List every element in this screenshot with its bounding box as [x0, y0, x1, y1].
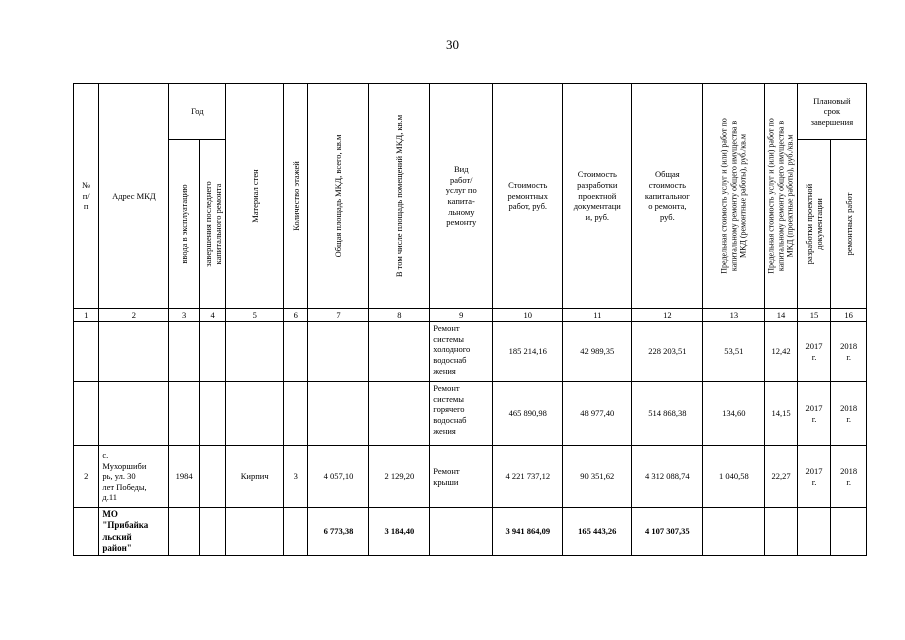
- total-premises-area: 3 184,40: [369, 508, 430, 556]
- row-repair-cost: 465 890,98: [493, 382, 563, 446]
- row-total-area: 4 057,10: [308, 446, 369, 508]
- row-year-commission: 1984: [169, 446, 199, 508]
- header-num-label: № п/ п: [82, 180, 91, 212]
- row-work-type: Ремонт системы горячего водоснаб жения: [430, 382, 493, 446]
- total-empty: [765, 508, 797, 556]
- header-year-last-repair-label: завершения последнего капитального ремонта: [202, 181, 223, 267]
- column-number: 13: [703, 309, 765, 322]
- row-limit-repair: 134,60: [703, 382, 765, 446]
- header-work-type-label: Вид работ/ услуг по капита- льному ремонту: [445, 164, 477, 228]
- header-year-commission: [169, 140, 199, 309]
- header-total-cost-label: Общая стоимость капитальног о ремонта, руб.: [644, 169, 690, 222]
- column-number: 2: [99, 309, 169, 322]
- header-premises-area-label: В том числе площадь помещений МКД, кв.м: [394, 114, 405, 278]
- total-design-cost: 165 443,26: [563, 508, 632, 556]
- total-repair-cost: 3 941 864,09: [493, 508, 563, 556]
- row-address: [99, 382, 169, 446]
- column-number: 15: [797, 309, 831, 322]
- header-year-group-label: Год: [191, 106, 204, 117]
- row-floors: 3: [284, 446, 308, 508]
- row-address: [99, 322, 169, 382]
- header-limit-design: [765, 84, 797, 309]
- row-year-last: [199, 382, 225, 446]
- header-limit-design-label: Предельная стоимость услуг и (или) работ по капитальному ремонту общего имущества в МКД (проектные работы), руб./кв.м: [766, 118, 795, 274]
- header-address: [99, 84, 169, 309]
- row-year-last: [199, 322, 225, 382]
- row-design-cost: 48 977,40: [563, 382, 632, 446]
- table-row: [74, 322, 867, 382]
- row-num: [74, 322, 99, 382]
- column-number: 9: [430, 309, 493, 322]
- row-limit-design: 14,15: [765, 382, 797, 446]
- column-number: 4: [199, 309, 225, 322]
- row-total-area: [308, 382, 369, 446]
- row-floors: [284, 322, 308, 382]
- header-limit-repair: [703, 84, 765, 309]
- row-term-repair: 2018 г.: [831, 322, 867, 382]
- total-empty: [169, 508, 199, 556]
- row-limit-repair: 53,51: [703, 322, 765, 382]
- row-limit-repair: 1 040,58: [703, 446, 765, 508]
- header-address-label: Адрес МКД: [112, 190, 156, 201]
- header-wall-material: [226, 84, 284, 309]
- header-total-area: [308, 84, 369, 309]
- column-number: 8: [369, 309, 430, 322]
- page-number: 30: [446, 37, 459, 52]
- header-limit-repair-label: Предельная стоимость услуг и (или) работ по капитальному ремонту общего имущества в МКД (ремонтные работы), руб./кв.м: [719, 118, 748, 274]
- row-term-repair: 2018 г.: [831, 382, 867, 446]
- column-number: 16: [831, 309, 867, 322]
- row-premises-area: [369, 322, 430, 382]
- row-design-cost: 90 351,62: [563, 446, 632, 508]
- column-number: 14: [765, 309, 797, 322]
- column-number: 3: [169, 309, 199, 322]
- header-wall-material-label: Материал стен: [249, 169, 260, 223]
- row-limit-design: 12,42: [765, 322, 797, 382]
- row-material: [226, 322, 284, 382]
- row-year-commission: [169, 322, 199, 382]
- row-total-cost: 228 203,51: [632, 322, 703, 382]
- total-empty: [199, 508, 225, 556]
- total-label: МО "Прибайка льский район": [99, 508, 169, 556]
- row-year-last: [199, 446, 225, 508]
- header-repair-cost: [493, 84, 563, 309]
- row-work-type: Ремонт крыши: [430, 446, 493, 508]
- row-design-cost: 42 989,35: [563, 322, 632, 382]
- capital-repair-table: [73, 83, 867, 556]
- row-total-cost: 514 868,38: [632, 382, 703, 446]
- row-total-cost: 4 312 088,74: [632, 446, 703, 508]
- table-row: [74, 382, 867, 446]
- total-empty: [831, 508, 867, 556]
- table-row: [74, 446, 867, 508]
- header-design-cost: [563, 84, 632, 309]
- row-repair-cost: 4 221 737,12: [493, 446, 563, 508]
- row-term-design: 2017 г.: [797, 322, 831, 382]
- header-floors: [284, 84, 308, 309]
- column-number: 11: [563, 309, 632, 322]
- header-planned-term-label: Плановый срок завершения: [810, 95, 854, 127]
- header-premises-area: [369, 84, 430, 309]
- total-num: [74, 508, 99, 556]
- header-total-cost: [632, 84, 703, 309]
- total-row: [74, 508, 867, 556]
- header-year-last-repair: [199, 140, 225, 309]
- header-planned-term: [797, 84, 866, 140]
- column-number-row: [74, 309, 867, 322]
- header-repair-cost-label: Стоимость ремонтных работ, руб.: [507, 180, 548, 212]
- header-design-cost-label: Стоимость разработки проектной документаци и, руб.: [573, 169, 621, 222]
- total-area: 6 773,38: [308, 508, 369, 556]
- total-cost: 4 107 307,35: [632, 508, 703, 556]
- total-empty: [284, 508, 308, 556]
- row-term-repair: 2018 г.: [831, 446, 867, 508]
- header-work-type: [430, 84, 493, 309]
- row-address: с. Мухоршиби рь, ул. 30 лет Победы, д.11: [99, 446, 169, 508]
- column-number: 12: [632, 309, 703, 322]
- row-work-type: Ремонт системы холодного водоснаб жения: [430, 322, 493, 382]
- header-term-design: [797, 140, 831, 309]
- row-num: 2: [74, 446, 99, 508]
- column-number: 10: [493, 309, 563, 322]
- header-term-design-label: разработки проектной документации: [803, 183, 825, 265]
- header-num: [74, 84, 99, 309]
- row-floors: [284, 382, 308, 446]
- column-number: 7: [308, 309, 369, 322]
- row-total-area: [308, 322, 369, 382]
- header-term-repair: [831, 140, 867, 309]
- column-number: 6: [284, 309, 308, 322]
- row-material: [226, 382, 284, 446]
- header-floors-label: Количество этажей: [290, 161, 301, 231]
- row-limit-design: 22,27: [765, 446, 797, 508]
- total-empty: [226, 508, 284, 556]
- row-repair-cost: 185 214,16: [493, 322, 563, 382]
- row-year-commission: [169, 382, 199, 446]
- column-number: 1: [74, 309, 99, 322]
- total-empty: [703, 508, 765, 556]
- total-empty: [797, 508, 831, 556]
- row-premises-area: 2 129,20: [369, 446, 430, 508]
- row-num: [74, 382, 99, 446]
- row-term-design: 2017 г.: [797, 382, 831, 446]
- row-premises-area: [369, 382, 430, 446]
- header-year-group: [169, 84, 226, 140]
- header-total-area-label: Общая площадь МКД, всего, кв.м: [333, 134, 344, 258]
- row-term-design: 2017 г.: [797, 446, 831, 508]
- total-empty: [430, 508, 493, 556]
- column-number: 5: [226, 309, 284, 322]
- header-term-repair-label: ремонтных работ: [843, 192, 854, 256]
- header-year-commission-label: ввода в эксплуатацию: [179, 184, 190, 264]
- row-material: Кирпич: [226, 446, 284, 508]
